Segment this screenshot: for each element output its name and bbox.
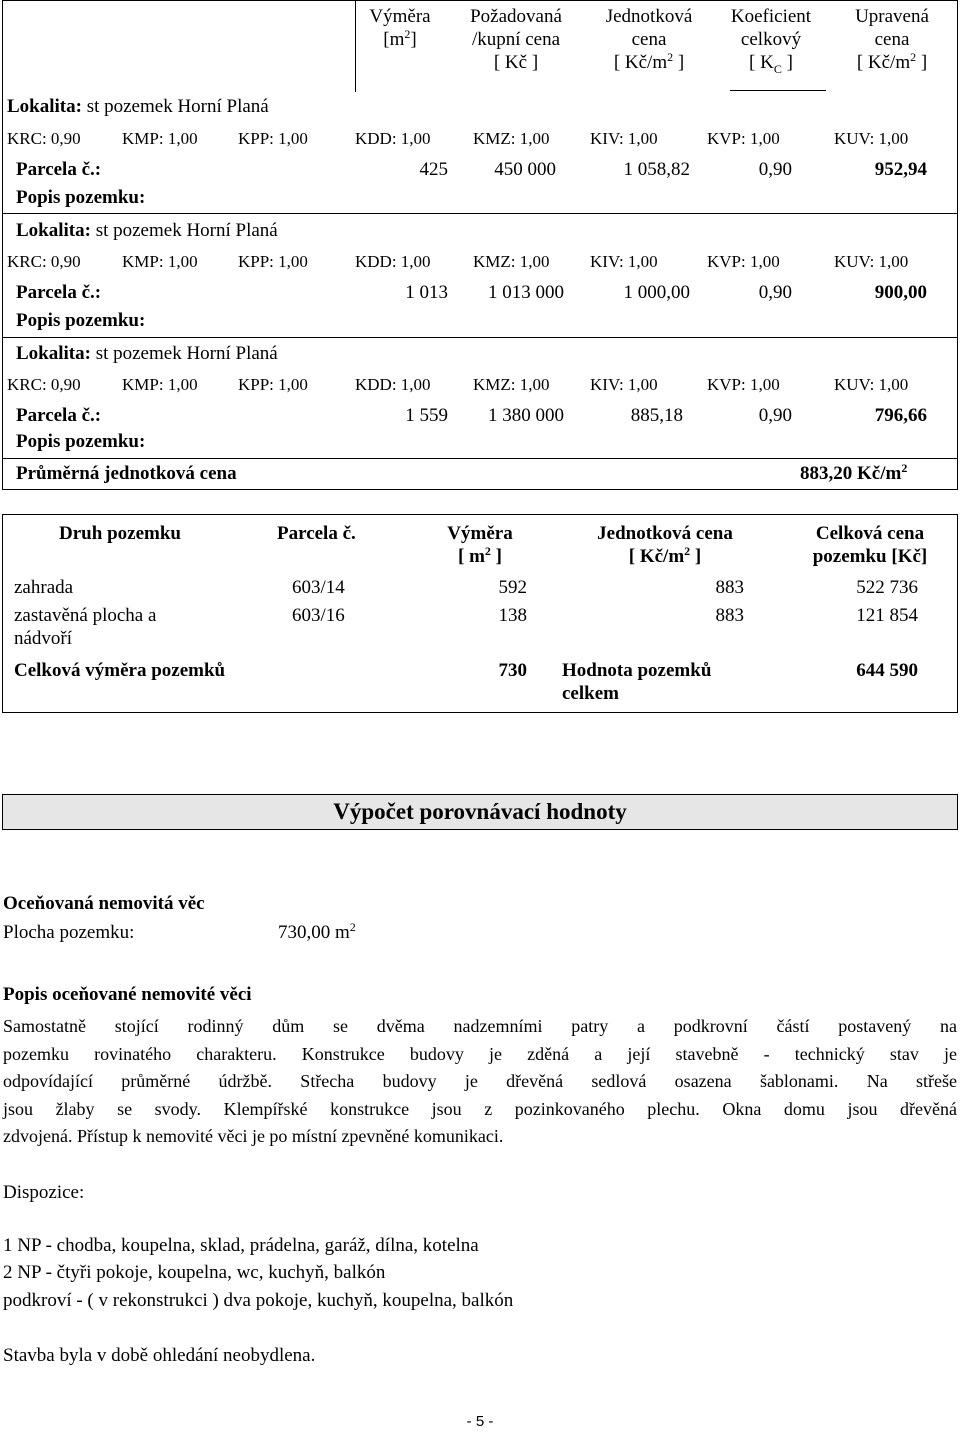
table-row-celkova: 522 736	[856, 577, 918, 598]
block-divider	[2, 213, 958, 214]
hodnota-label: Hodnota pozemků celkem	[562, 660, 712, 704]
table-row-vymera: 138	[498, 605, 527, 626]
table-row-parcela: 603/16	[292, 605, 345, 626]
popis-label: Popis pozemku:	[16, 431, 146, 452]
lokalita-row: Lokalita: st pozemek Horní Planá	[7, 96, 269, 117]
upravena-value: 796,66	[874, 405, 927, 426]
vymera-value: 1 013	[405, 282, 448, 303]
dispozice-item: podkroví - ( v rekonstrukci ) dva pokoje, kuchyň, koupelna, balkón	[3, 1290, 514, 1311]
upravena-value: 952,94	[874, 159, 927, 180]
table-row-celkova: 121 854	[856, 605, 918, 626]
table-row-druh: zahrada	[14, 577, 74, 598]
ocenovana-title: Oceňovaná nemovitá věc	[3, 893, 205, 914]
coef-kiv: KIV: 1,00	[590, 375, 658, 394]
table-row-vymera: 592	[498, 577, 527, 598]
coef-kuv: KUV: 1,00	[834, 129, 909, 148]
upravena-value: 900,00	[874, 282, 927, 303]
parcela-label: Parcela č.:	[16, 159, 102, 180]
coef-kdd: KDD: 1,00	[355, 129, 431, 148]
coef-kiv: KIV: 1,00	[590, 129, 658, 148]
block-divider	[2, 337, 958, 338]
jednotkova-value: 1 000,00	[623, 282, 690, 303]
dispozice-item: 1 NP - chodba, koupelna, sklad, prádelna, garáž, dílna, kotelna	[3, 1235, 479, 1256]
coef-kuv: KUV: 1,00	[834, 252, 909, 271]
coef-kpp: KPP: 1,00	[238, 375, 308, 394]
total-vymera-label: Celková výměra pozemků	[14, 660, 226, 681]
table-row-parcela: 603/14	[292, 577, 345, 598]
coef-kvp: KVP: 1,00	[707, 129, 780, 148]
popis-paragraph: Samostatně stojící rodinný dům se dvěma nadzemními patry a podkrovní částí postavený na pozemku rovinatého charakteru. Konstrukce budovy je zděná a její stavebně - technický stav je odpovídající průměrné údržbě. Střecha budovy je dřevěná sedlová osazena šablonami. Na střeše jsou žlaby se svody. Klempířské konstrukce jsou z pozinkovaného plechu. Okna domu jsou dřevěná zdvojená. Přístup k nemovité věci je po místní zpevněné komunikaci.	[3, 1016, 957, 1146]
coef-kmz: KMZ: 1,00	[473, 252, 550, 271]
stav-text: Stavba byla v době ohledání neobydlena.	[3, 1345, 316, 1366]
block-divider	[2, 458, 958, 459]
dispozice-label: Dispozice:	[3, 1182, 85, 1203]
page-number: - 5 -	[466, 1413, 494, 1430]
header-divider-left	[355, 0, 356, 92]
koef-value: 0,90	[758, 159, 792, 180]
popis-label: Popis pozemku:	[16, 187, 146, 208]
coef-krc: KRC: 0,90	[7, 252, 81, 271]
parcela-label: Parcela č.:	[16, 405, 102, 426]
cena-value: 450 000	[494, 159, 556, 180]
jednotkova-value: 1 058,82	[623, 159, 690, 180]
col-jednotkova-header: Jednotková cena [ $Kč/m^2$ ]	[597, 523, 733, 567]
coef-kvp: KVP: 1,00	[707, 375, 780, 394]
coef-kuv: KUV: 1,00	[834, 375, 909, 394]
plocha-value: 730,00 $m^2$	[278, 920, 356, 943]
coef-kpp: KPP: 1,00	[238, 252, 308, 271]
jednotkova-value: 885,18	[630, 405, 683, 426]
col-vymera-header: Výměra [ $m^2$ ]	[447, 523, 513, 567]
cena-value: 1 380 000	[488, 405, 564, 426]
coef-kvp: KVP: 1,00	[707, 252, 780, 271]
parcela-label: Parcela č.:	[16, 282, 102, 303]
col-druh-header: Druh pozemku	[59, 523, 181, 544]
col-koeficient-header: Koeficient celkový [ $K_C$ ]	[730, 6, 812, 76]
table-row-jednotkova: 883	[715, 605, 744, 626]
table-row-druh: zastavěná plocha a nádvoří	[14, 605, 157, 649]
coef-krc: KRC: 0,90	[7, 375, 81, 394]
prumerna-cena-label: Průměrná jednotková cena	[16, 463, 237, 484]
popis-label: Popis pozemku:	[16, 310, 146, 331]
col-vymera-header: Výměra $[m^2]$	[369, 6, 431, 50]
koef-value: 0,90	[758, 405, 792, 426]
vymera-value: 1 559	[405, 405, 448, 426]
cena-value: 1 013 000	[488, 282, 564, 303]
coef-kmp: KMP: 1,00	[122, 375, 198, 394]
coef-kmp: KMP: 1,00	[122, 129, 198, 148]
coef-kmz: KMZ: 1,00	[473, 129, 550, 148]
lokalita-row: Lokalita: st pozemek Horní Planá	[16, 343, 278, 364]
col-cena-header: Požadovaná /kupní cena [ Kč ]	[470, 6, 562, 73]
coef-kdd: KDD: 1,00	[355, 252, 431, 271]
header-underline	[730, 90, 826, 91]
plocha-label: Plocha pozemku:	[3, 922, 135, 943]
col-celkova-header: Celková cena pozemku [Kč]	[812, 523, 928, 567]
coef-kdd: KDD: 1,00	[355, 375, 431, 394]
vymera-value: 425	[419, 159, 448, 180]
popis-title: Popis oceňované nemovité věci	[3, 984, 252, 1005]
coef-kmz: KMZ: 1,00	[473, 375, 550, 394]
prumerna-cena-value: 883,20 $Kč/m^2$	[800, 461, 908, 484]
col-jednotkova-header: Jednotková cena [ $Kč/m^2$ ]	[605, 6, 693, 73]
hodnota-value: 644 590	[856, 660, 918, 681]
lokalita-row: Lokalita: st pozemek Horní Planá	[16, 220, 278, 241]
coef-krc: KRC: 0,90	[7, 129, 81, 148]
total-vymera-value: 730	[498, 660, 527, 681]
coef-kiv: KIV: 1,00	[590, 252, 658, 271]
col-upravena-header: Upravená cena [ $Kč/m^2$ ]	[855, 6, 929, 73]
coef-kmp: KMP: 1,00	[122, 252, 198, 271]
table-row-jednotkova: 883	[715, 577, 744, 598]
coef-kpp: KPP: 1,00	[238, 129, 308, 148]
koef-value: 0,90	[758, 282, 792, 303]
col-parcela-header: Parcela č.	[277, 523, 356, 544]
section-title: Výpočet porovnávací hodnoty	[2, 794, 958, 830]
dispozice-item: 2 NP - čtyři pokoje, koupelna, wc, kuchyň, balkón	[3, 1262, 386, 1283]
